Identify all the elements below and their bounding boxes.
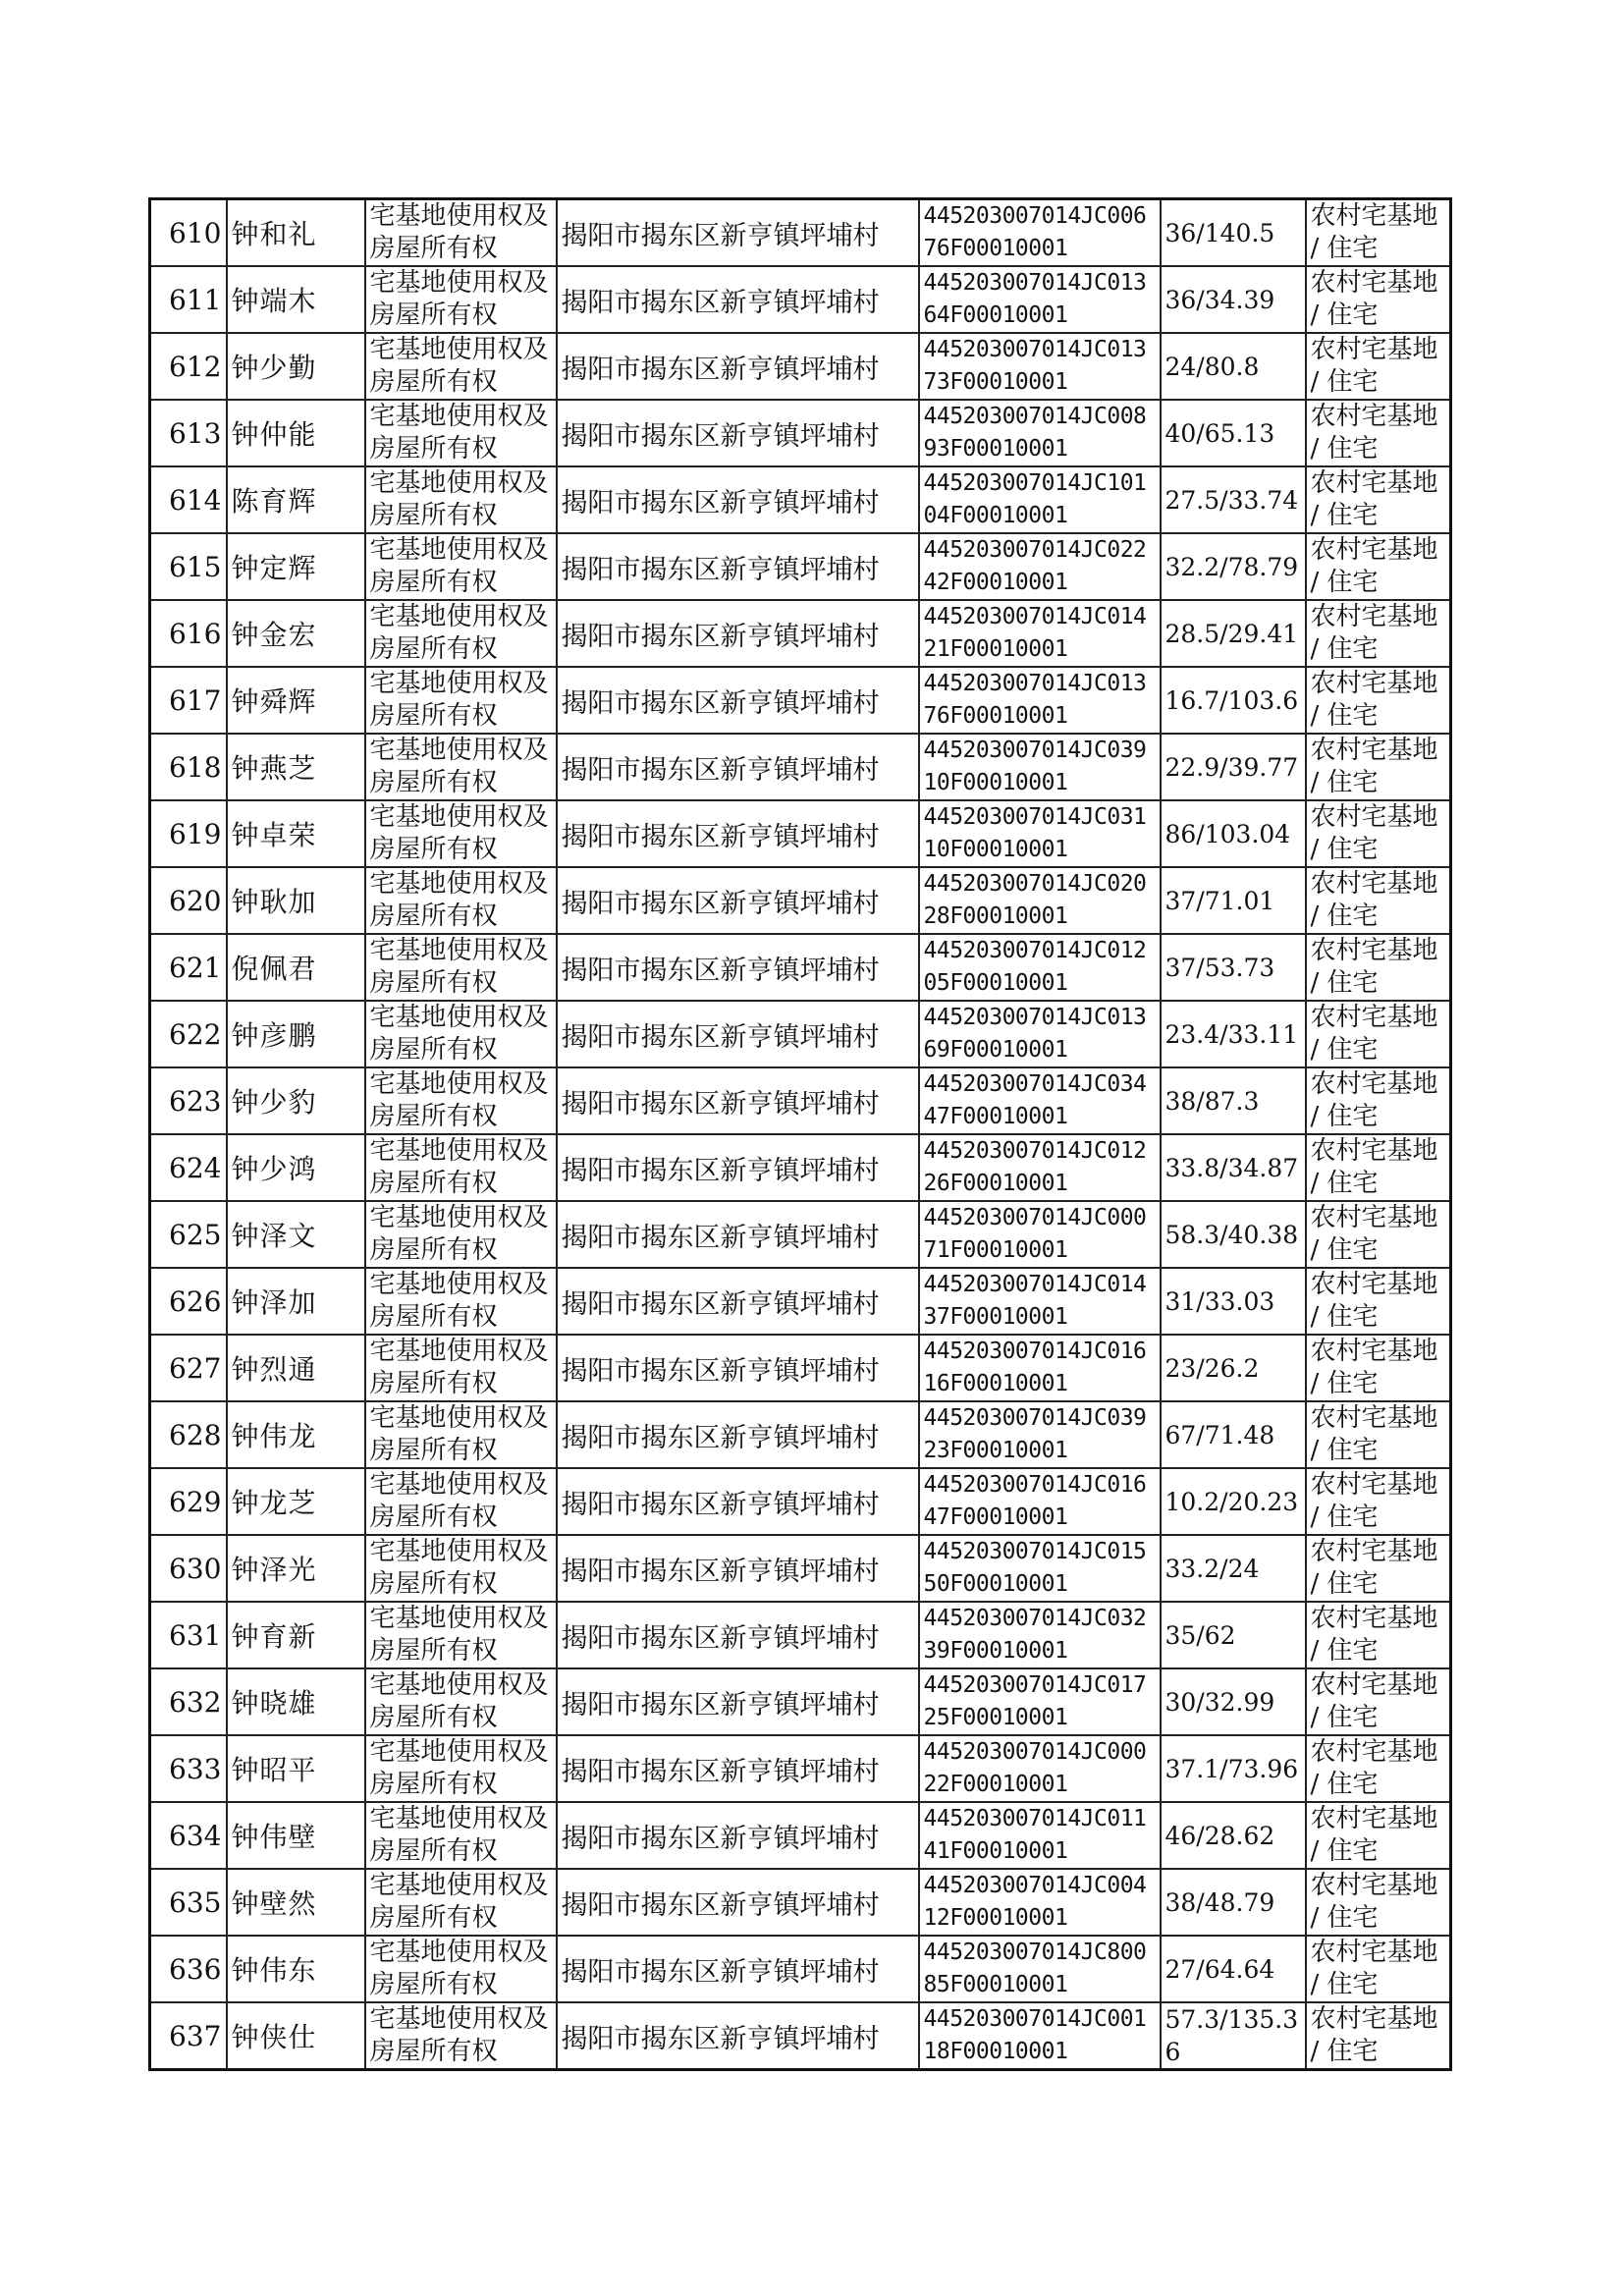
row-number-cell: 629 xyxy=(150,1468,227,1535)
unit-code-cell: 445203007014JC03447F00010001 xyxy=(919,1067,1161,1134)
unit-code-cell: 445203007014JC01550F00010001 xyxy=(919,1535,1161,1602)
unit-code-cell: 445203007014JC00022F00010001 xyxy=(919,1735,1161,1802)
land-use-cell: 农村宅基地 / 住宅 xyxy=(1306,600,1451,667)
unit-code-cell: 445203007014JC00893F00010001 xyxy=(919,400,1161,466)
land-use-cell: 农村宅基地 / 住宅 xyxy=(1306,266,1451,333)
area-cell: 16.7/103.6 xyxy=(1161,667,1306,734)
table-row xyxy=(150,1001,1451,1067)
location-cell: 揭阳市揭东区新亨镇坪埔村 xyxy=(557,600,919,667)
table-row xyxy=(150,734,1451,800)
land-use-cell: 农村宅基地 / 住宅 xyxy=(1306,533,1451,600)
area-cell: 58.3/40.38 xyxy=(1161,1201,1306,1268)
right-type-cell: 宅基地使用权及房屋所有权 xyxy=(365,1001,557,1067)
owner-name-cell: 钟定辉 xyxy=(227,533,365,600)
right-type-cell: 宅基地使用权及房屋所有权 xyxy=(365,2002,557,2070)
owner-name-cell: 钟端木 xyxy=(227,266,365,333)
right-type-cell: 宅基地使用权及房屋所有权 xyxy=(365,1936,557,2002)
table-row xyxy=(150,1067,1451,1134)
location-cell: 揭阳市揭东区新亨镇坪埔村 xyxy=(557,400,919,466)
land-use-cell: 农村宅基地 / 住宅 xyxy=(1306,1134,1451,1201)
location-cell: 揭阳市揭东区新亨镇坪埔村 xyxy=(557,1067,919,1134)
unit-code-cell: 445203007014JC01226F00010001 xyxy=(919,1134,1161,1201)
location-cell: 揭阳市揭东区新亨镇坪埔村 xyxy=(557,1602,919,1668)
right-type-cell: 宅基地使用权及房屋所有权 xyxy=(365,1535,557,1602)
location-cell: 揭阳市揭东区新亨镇坪埔村 xyxy=(557,533,919,600)
owner-name-cell: 钟泽光 xyxy=(227,1535,365,1602)
right-type-cell: 宅基地使用权及房屋所有权 xyxy=(365,1602,557,1668)
owner-name-cell: 钟壁然 xyxy=(227,1869,365,1936)
row-number-cell: 624 xyxy=(150,1134,227,1201)
unit-code-cell: 445203007014JC03110F00010001 xyxy=(919,800,1161,867)
table-row xyxy=(150,199,1451,267)
land-use-cell: 农村宅基地 / 住宅 xyxy=(1306,2002,1451,2070)
right-type-cell: 宅基地使用权及房屋所有权 xyxy=(365,934,557,1001)
land-use-cell: 农村宅基地 / 住宅 xyxy=(1306,1668,1451,1735)
location-cell: 揭阳市揭东区新亨镇坪埔村 xyxy=(557,934,919,1001)
table-row xyxy=(150,333,1451,400)
right-type-cell: 宅基地使用权及房屋所有权 xyxy=(365,1869,557,1936)
unit-code-cell: 445203007014JC01205F00010001 xyxy=(919,934,1161,1001)
row-number-cell: 626 xyxy=(150,1268,227,1335)
row-number-cell: 627 xyxy=(150,1335,227,1401)
right-type-cell: 宅基地使用权及房屋所有权 xyxy=(365,1401,557,1468)
land-use-cell: 农村宅基地 / 住宅 xyxy=(1306,1401,1451,1468)
right-type-cell: 宅基地使用权及房屋所有权 xyxy=(365,400,557,466)
location-cell: 揭阳市揭东区新亨镇坪埔村 xyxy=(557,1936,919,2002)
unit-code-cell: 445203007014JC01376F00010001 xyxy=(919,667,1161,734)
area-cell: 57.3/135.36 xyxy=(1161,2002,1306,2070)
table-row xyxy=(150,2002,1451,2070)
row-number-cell: 623 xyxy=(150,1067,227,1134)
unit-code-cell: 445203007014JC02028F00010001 xyxy=(919,867,1161,934)
row-number-cell: 616 xyxy=(150,600,227,667)
unit-code-cell: 445203007014JC01364F00010001 xyxy=(919,266,1161,333)
location-cell: 揭阳市揭东区新亨镇坪埔村 xyxy=(557,1201,919,1268)
area-cell: 23/26.2 xyxy=(1161,1335,1306,1401)
land-use-cell: 农村宅基地 / 住宅 xyxy=(1306,867,1451,934)
owner-name-cell: 钟卓荣 xyxy=(227,800,365,867)
row-number-cell: 632 xyxy=(150,1668,227,1735)
area-cell: 36/34.39 xyxy=(1161,266,1306,333)
owner-name-cell: 钟泽文 xyxy=(227,1201,365,1268)
owner-name-cell: 钟晓雄 xyxy=(227,1668,365,1735)
location-cell: 揭阳市揭东区新亨镇坪埔村 xyxy=(557,266,919,333)
owner-name-cell: 钟和礼 xyxy=(227,199,365,267)
row-number-cell: 637 xyxy=(150,2002,227,2070)
unit-code-cell: 445203007014JC80085F00010001 xyxy=(919,1936,1161,2002)
area-cell: 31/33.03 xyxy=(1161,1268,1306,1335)
land-use-cell: 农村宅基地 / 住宅 xyxy=(1306,1335,1451,1401)
land-use-cell: 农村宅基地 / 住宅 xyxy=(1306,400,1451,466)
location-cell: 揭阳市揭东区新亨镇坪埔村 xyxy=(557,1134,919,1201)
area-cell: 30/32.99 xyxy=(1161,1668,1306,1735)
row-number-cell: 636 xyxy=(150,1936,227,2002)
right-type-cell: 宅基地使用权及房屋所有权 xyxy=(365,1335,557,1401)
owner-name-cell: 钟少勤 xyxy=(227,333,365,400)
table-row xyxy=(150,667,1451,734)
right-type-cell: 宅基地使用权及房屋所有权 xyxy=(365,466,557,533)
unit-code-cell: 445203007014JC10104F00010001 xyxy=(919,466,1161,533)
unit-code-cell: 445203007014JC00071F00010001 xyxy=(919,1201,1161,1268)
land-use-cell: 农村宅基地 / 住宅 xyxy=(1306,199,1451,267)
land-use-cell: 农村宅基地 / 住宅 xyxy=(1306,734,1451,800)
right-type-cell: 宅基地使用权及房屋所有权 xyxy=(365,1468,557,1535)
location-cell: 揭阳市揭东区新亨镇坪埔村 xyxy=(557,800,919,867)
location-cell: 揭阳市揭东区新亨镇坪埔村 xyxy=(557,466,919,533)
owner-name-cell: 钟少豹 xyxy=(227,1067,365,1134)
land-use-cell: 农村宅基地 / 住宅 xyxy=(1306,1802,1451,1869)
unit-code-cell: 445203007014JC01373F00010001 xyxy=(919,333,1161,400)
area-cell: 36/140.5 xyxy=(1161,199,1306,267)
land-use-cell: 农村宅基地 / 住宅 xyxy=(1306,1869,1451,1936)
unit-code-cell: 445203007014JC03923F00010001 xyxy=(919,1401,1161,1468)
table-row xyxy=(150,1735,1451,1802)
table-row xyxy=(150,1335,1451,1401)
area-cell: 22.9/39.77 xyxy=(1161,734,1306,800)
row-number-cell: 619 xyxy=(150,800,227,867)
location-cell: 揭阳市揭东区新亨镇坪埔村 xyxy=(557,734,919,800)
owner-name-cell: 钟金宏 xyxy=(227,600,365,667)
unit-code-cell: 445203007014JC01647F00010001 xyxy=(919,1468,1161,1535)
area-cell: 24/80.8 xyxy=(1161,333,1306,400)
location-cell: 揭阳市揭东区新亨镇坪埔村 xyxy=(557,1668,919,1735)
row-number-cell: 634 xyxy=(150,1802,227,1869)
table-row xyxy=(150,600,1451,667)
right-type-cell: 宅基地使用权及房屋所有权 xyxy=(365,333,557,400)
area-cell: 37/71.01 xyxy=(1161,867,1306,934)
area-cell: 33.8/34.87 xyxy=(1161,1134,1306,1201)
table-row xyxy=(150,266,1451,333)
registration-table xyxy=(148,197,1452,2071)
row-number-cell: 633 xyxy=(150,1735,227,1802)
row-number-cell: 615 xyxy=(150,533,227,600)
row-number-cell: 610 xyxy=(150,199,227,267)
area-cell: 37.1/73.96 xyxy=(1161,1735,1306,1802)
table-row xyxy=(150,1134,1451,1201)
right-type-cell: 宅基地使用权及房屋所有权 xyxy=(365,600,557,667)
right-type-cell: 宅基地使用权及房屋所有权 xyxy=(365,1735,557,1802)
table-row xyxy=(150,466,1451,533)
right-type-cell: 宅基地使用权及房屋所有权 xyxy=(365,1668,557,1735)
row-number-cell: 628 xyxy=(150,1401,227,1468)
land-use-cell: 农村宅基地 / 住宅 xyxy=(1306,1067,1451,1134)
owner-name-cell: 钟昭平 xyxy=(227,1735,365,1802)
unit-code-cell: 445203007014JC01141F00010001 xyxy=(919,1802,1161,1869)
location-cell: 揭阳市揭东区新亨镇坪埔村 xyxy=(557,2002,919,2070)
row-number-cell: 621 xyxy=(150,934,227,1001)
row-number-cell: 614 xyxy=(150,466,227,533)
area-cell: 23.4/33.11 xyxy=(1161,1001,1306,1067)
area-cell: 35/62 xyxy=(1161,1602,1306,1668)
area-cell: 32.2/78.79 xyxy=(1161,533,1306,600)
location-cell: 揭阳市揭东区新亨镇坪埔村 xyxy=(557,667,919,734)
unit-code-cell: 445203007014JC01725F00010001 xyxy=(919,1668,1161,1735)
table-row xyxy=(150,1936,1451,2002)
location-cell: 揭阳市揭东区新亨镇坪埔村 xyxy=(557,1468,919,1535)
unit-code-cell: 445203007014JC01616F00010001 xyxy=(919,1335,1161,1401)
owner-name-cell: 钟烈通 xyxy=(227,1335,365,1401)
owner-name-cell: 钟育新 xyxy=(227,1602,365,1668)
owner-name-cell: 钟少鸿 xyxy=(227,1134,365,1201)
location-cell: 揭阳市揭东区新亨镇坪埔村 xyxy=(557,1802,919,1869)
owner-name-cell: 钟侠仕 xyxy=(227,2002,365,2070)
owner-name-cell: 钟耿加 xyxy=(227,867,365,934)
unit-code-cell: 445203007014JC03239F00010001 xyxy=(919,1602,1161,1668)
row-number-cell: 625 xyxy=(150,1201,227,1268)
land-use-cell: 农村宅基地 / 住宅 xyxy=(1306,466,1451,533)
land-use-cell: 农村宅基地 / 住宅 xyxy=(1306,1201,1451,1268)
table-row xyxy=(150,1268,1451,1335)
row-number-cell: 630 xyxy=(150,1535,227,1602)
table-row xyxy=(150,867,1451,934)
area-cell: 10.2/20.23 xyxy=(1161,1468,1306,1535)
owner-name-cell: 钟舜辉 xyxy=(227,667,365,734)
area-cell: 86/103.04 xyxy=(1161,800,1306,867)
location-cell: 揭阳市揭东区新亨镇坪埔村 xyxy=(557,1001,919,1067)
area-cell: 33.2/24 xyxy=(1161,1535,1306,1602)
right-type-cell: 宅基地使用权及房屋所有权 xyxy=(365,199,557,267)
table-row xyxy=(150,1468,1451,1535)
owner-name-cell: 钟燕芝 xyxy=(227,734,365,800)
land-use-cell: 农村宅基地 / 住宅 xyxy=(1306,1001,1451,1067)
table-row xyxy=(150,800,1451,867)
area-cell: 27/64.64 xyxy=(1161,1936,1306,2002)
row-number-cell: 617 xyxy=(150,667,227,734)
table-row xyxy=(150,1535,1451,1602)
right-type-cell: 宅基地使用权及房屋所有权 xyxy=(365,1067,557,1134)
row-number-cell: 611 xyxy=(150,266,227,333)
location-cell: 揭阳市揭东区新亨镇坪埔村 xyxy=(557,1401,919,1468)
right-type-cell: 宅基地使用权及房屋所有权 xyxy=(365,1134,557,1201)
land-use-cell: 农村宅基地 / 住宅 xyxy=(1306,800,1451,867)
table-row xyxy=(150,1869,1451,1936)
location-cell: 揭阳市揭东区新亨镇坪埔村 xyxy=(557,1268,919,1335)
owner-name-cell: 倪佩君 xyxy=(227,934,365,1001)
land-use-cell: 农村宅基地 / 住宅 xyxy=(1306,667,1451,734)
right-type-cell: 宅基地使用权及房屋所有权 xyxy=(365,266,557,333)
table-row xyxy=(150,1201,1451,1268)
table-row xyxy=(150,1668,1451,1735)
area-cell: 38/48.79 xyxy=(1161,1869,1306,1936)
row-number-cell: 635 xyxy=(150,1869,227,1936)
land-use-cell: 农村宅基地 / 住宅 xyxy=(1306,1535,1451,1602)
owner-name-cell: 钟伟壁 xyxy=(227,1802,365,1869)
area-cell: 46/28.62 xyxy=(1161,1802,1306,1869)
unit-code-cell: 445203007014JC00676F00010001 xyxy=(919,199,1161,267)
unit-code-cell: 445203007014JC03910F00010001 xyxy=(919,734,1161,800)
owner-name-cell: 钟伟龙 xyxy=(227,1401,365,1468)
owner-name-cell: 钟龙芝 xyxy=(227,1468,365,1535)
land-use-cell: 农村宅基地 / 住宅 xyxy=(1306,1735,1451,1802)
area-cell: 67/71.48 xyxy=(1161,1401,1306,1468)
row-number-cell: 613 xyxy=(150,400,227,466)
row-number-cell: 618 xyxy=(150,734,227,800)
right-type-cell: 宅基地使用权及房屋所有权 xyxy=(365,867,557,934)
right-type-cell: 宅基地使用权及房屋所有权 xyxy=(365,533,557,600)
table-row xyxy=(150,1401,1451,1468)
unit-code-cell: 445203007014JC01421F00010001 xyxy=(919,600,1161,667)
row-number-cell: 612 xyxy=(150,333,227,400)
owner-name-cell: 钟仲能 xyxy=(227,400,365,466)
location-cell: 揭阳市揭东区新亨镇坪埔村 xyxy=(557,1735,919,1802)
owner-name-cell: 钟泽加 xyxy=(227,1268,365,1335)
right-type-cell: 宅基地使用权及房屋所有权 xyxy=(365,1201,557,1268)
land-use-cell: 农村宅基地 / 住宅 xyxy=(1306,1936,1451,2002)
location-cell: 揭阳市揭东区新亨镇坪埔村 xyxy=(557,867,919,934)
unit-code-cell: 445203007014JC02242F00010001 xyxy=(919,533,1161,600)
land-use-cell: 农村宅基地 / 住宅 xyxy=(1306,1468,1451,1535)
unit-code-cell: 445203007014JC01369F00010001 xyxy=(919,1001,1161,1067)
table-row xyxy=(150,400,1451,466)
unit-code-cell: 445203007014JC01437F00010001 xyxy=(919,1268,1161,1335)
land-use-cell: 农村宅基地 / 住宅 xyxy=(1306,934,1451,1001)
land-use-cell: 农村宅基地 / 住宅 xyxy=(1306,333,1451,400)
location-cell: 揭阳市揭东区新亨镇坪埔村 xyxy=(557,1535,919,1602)
table-row xyxy=(150,533,1451,600)
table-body xyxy=(150,199,1451,2070)
row-number-cell: 622 xyxy=(150,1001,227,1067)
area-cell: 37/53.73 xyxy=(1161,934,1306,1001)
right-type-cell: 宅基地使用权及房屋所有权 xyxy=(365,667,557,734)
location-cell: 揭阳市揭东区新亨镇坪埔村 xyxy=(557,199,919,267)
row-number-cell: 631 xyxy=(150,1602,227,1668)
right-type-cell: 宅基地使用权及房屋所有权 xyxy=(365,734,557,800)
row-number-cell: 620 xyxy=(150,867,227,934)
owner-name-cell: 陈育辉 xyxy=(227,466,365,533)
area-cell: 28.5/29.41 xyxy=(1161,600,1306,667)
unit-code-cell: 445203007014JC00118F00010001 xyxy=(919,2002,1161,2070)
location-cell: 揭阳市揭东区新亨镇坪埔村 xyxy=(557,333,919,400)
location-cell: 揭阳市揭东区新亨镇坪埔村 xyxy=(557,1335,919,1401)
land-use-cell: 农村宅基地 / 住宅 xyxy=(1306,1602,1451,1668)
area-cell: 38/87.3 xyxy=(1161,1067,1306,1134)
land-use-cell: 农村宅基地 / 住宅 xyxy=(1306,1268,1451,1335)
table-row xyxy=(150,1602,1451,1668)
right-type-cell: 宅基地使用权及房屋所有权 xyxy=(365,1268,557,1335)
table-row xyxy=(150,934,1451,1001)
owner-name-cell: 钟伟东 xyxy=(227,1936,365,2002)
area-cell: 27.5/33.74 xyxy=(1161,466,1306,533)
location-cell: 揭阳市揭东区新亨镇坪埔村 xyxy=(557,1869,919,1936)
unit-code-cell: 445203007014JC00412F00010001 xyxy=(919,1869,1161,1936)
table-row xyxy=(150,1802,1451,1869)
area-cell: 40/65.13 xyxy=(1161,400,1306,466)
right-type-cell: 宅基地使用权及房屋所有权 xyxy=(365,800,557,867)
owner-name-cell: 钟彦鹏 xyxy=(227,1001,365,1067)
right-type-cell: 宅基地使用权及房屋所有权 xyxy=(365,1802,557,1869)
